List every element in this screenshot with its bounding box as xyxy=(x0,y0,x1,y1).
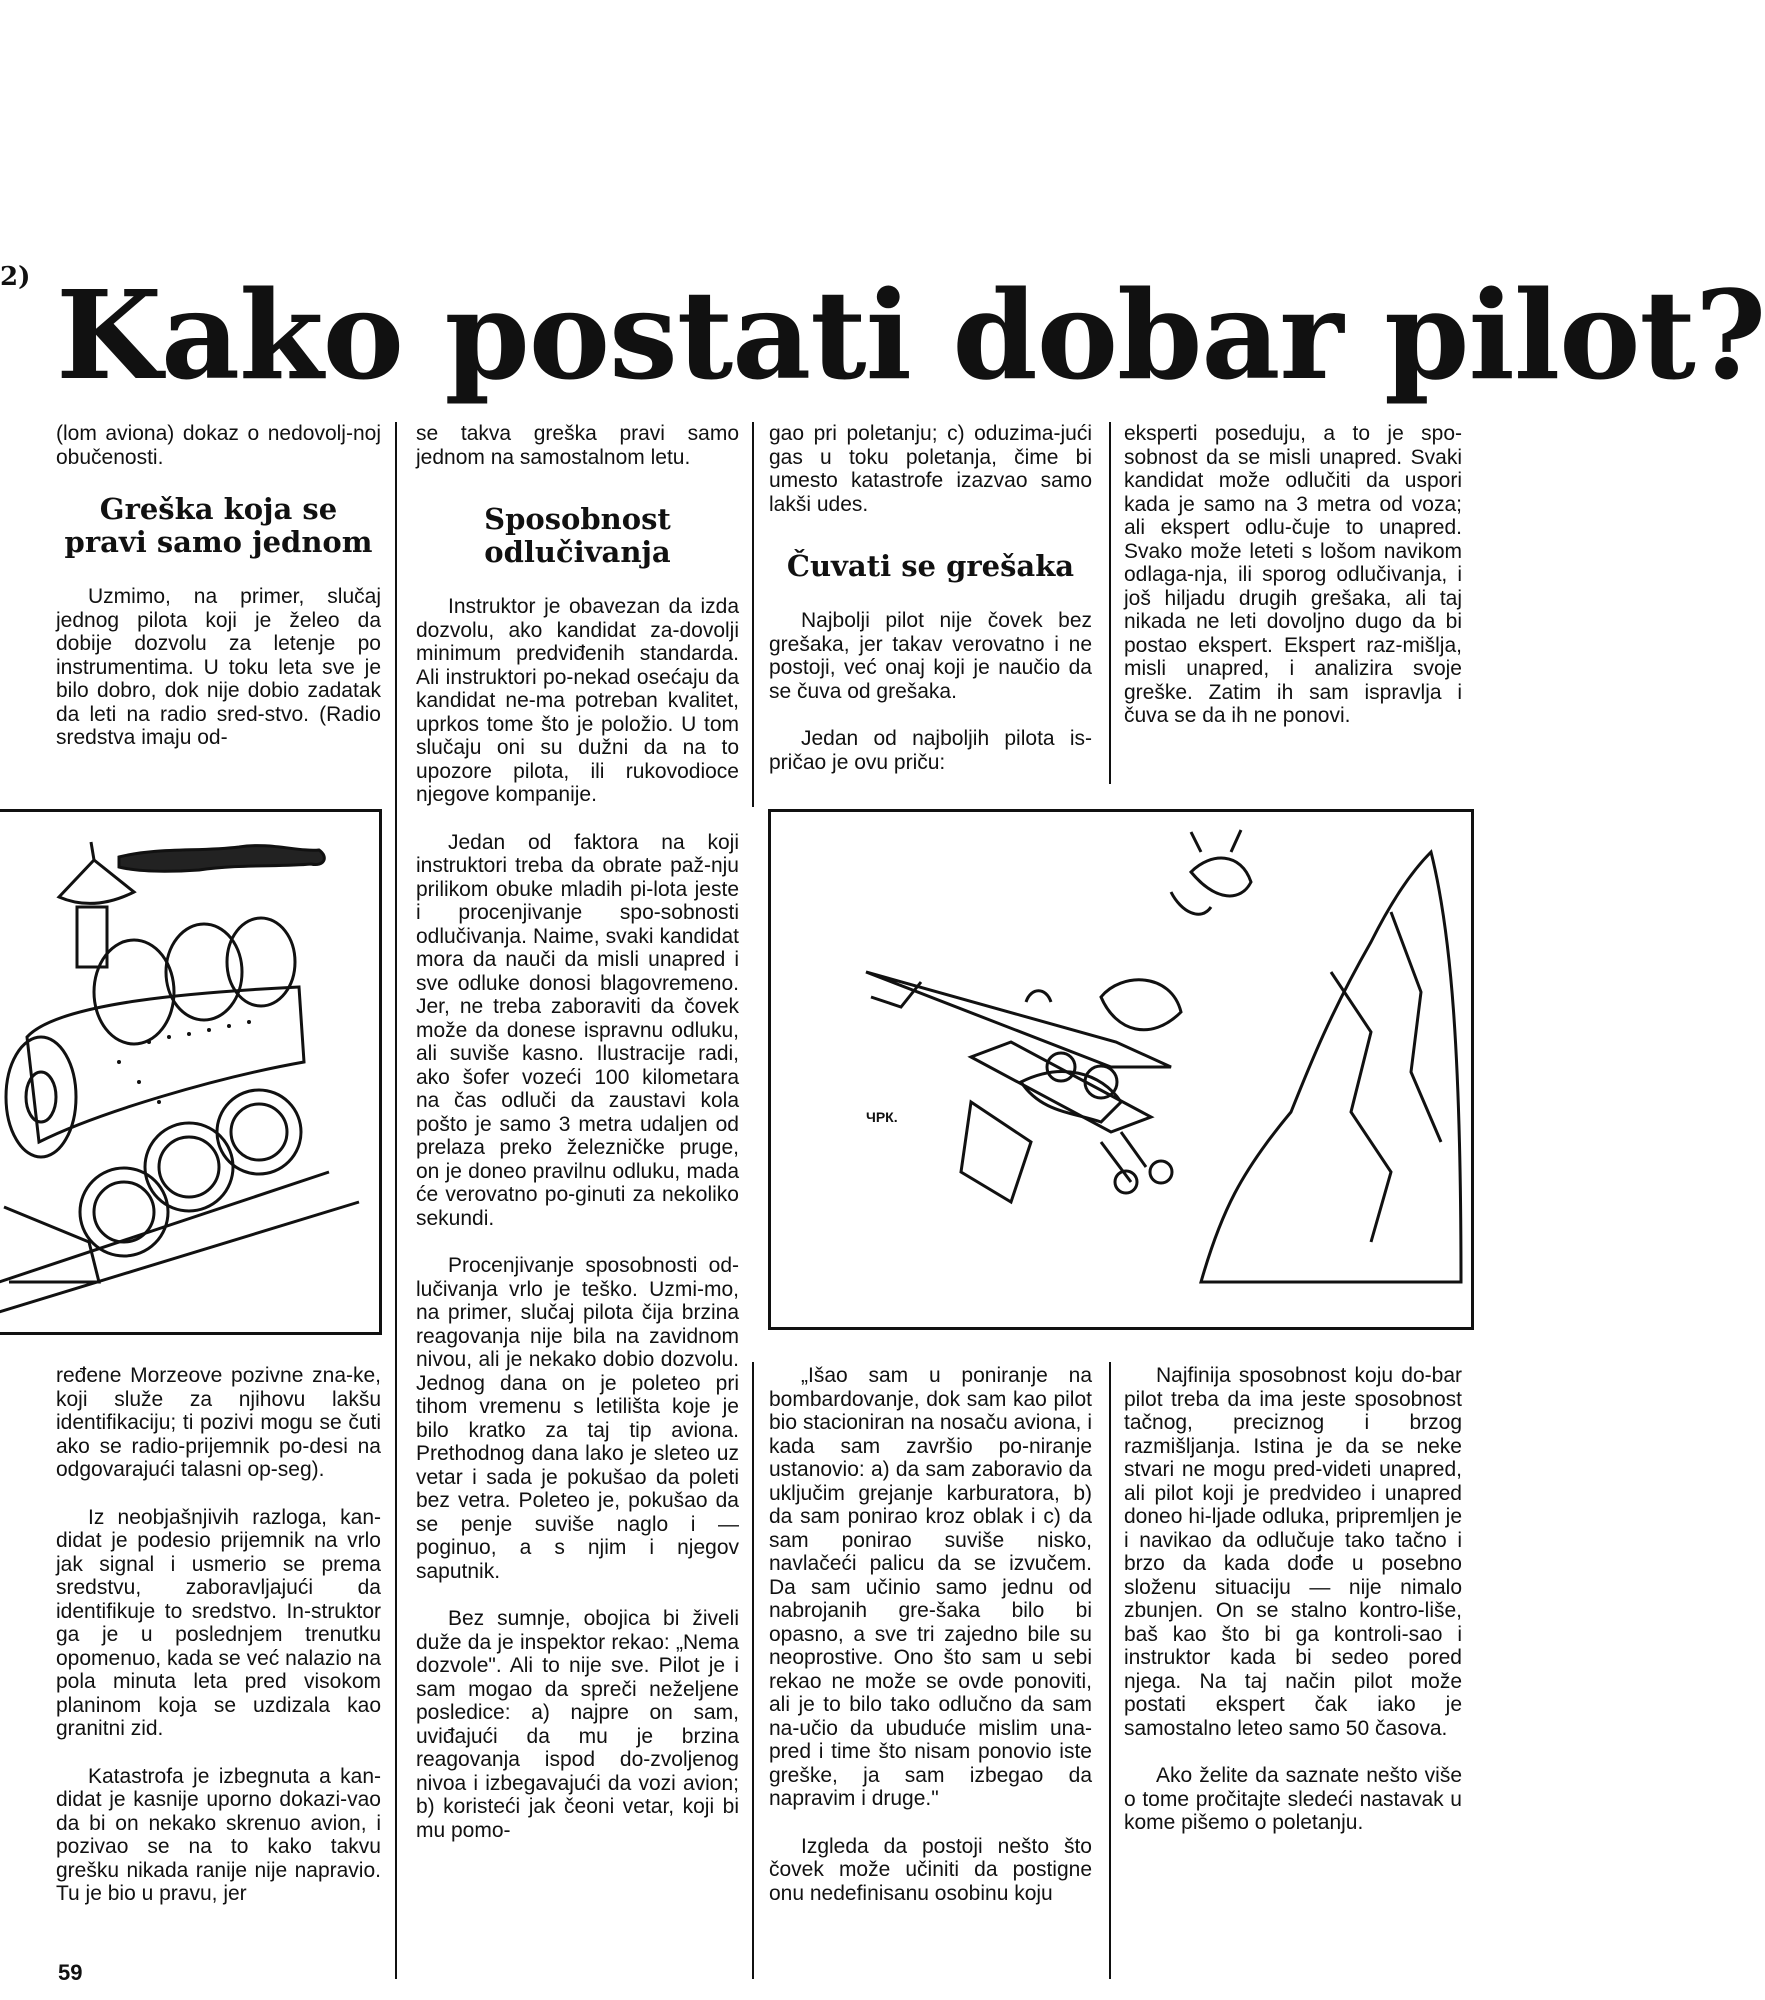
column-rule xyxy=(752,422,754,807)
paragraph: Katastrofa je izbegnuta a kan-didat je kasnije uporno dokazi-vao da bi on nekako skrenuo avion, i pozivao se na to kako takvu grešku nikada ranije nije napravio. Tu je bio u pravu, jer xyxy=(56,1764,381,1905)
subheading: Sposobnost odlučivanja xyxy=(484,502,671,569)
paragraph: Procenjivanje sposobnosti od-lučivanja vrlo je teško. Uzmi-mo, na primer, slučaj pilota čija brzina reagovanja nije bila na zavidnom nivou, ali je nekako dobio dozvolu. Jednog dana on je poleteo pri tihom vremenu s letilišta koje je bilo kratko za taj tip aviona. Prethodnog dana lako je sleteo uz vetar i sada je pokušao da poleti bez vetra. Poleteo je, pokušao da se penje suviše naglo i — poginuo, a s njim i njegov saputnik. xyxy=(416,1254,739,1583)
paragraph: (lom aviona) dokaz o nedovolj-nој obučenosti. xyxy=(56,422,381,469)
column-4-top xyxy=(1124,422,1462,752)
article-title: Kako postati dobar pilot? xyxy=(56,263,1765,407)
page-number: 59 xyxy=(58,1960,83,1985)
subheading: Greška koja se pravi samo jednom xyxy=(64,492,373,559)
paragraph: „Išao sam u poniranje na bombardovanje, dok sam kao pilot bio stacioniran na nosaču aviona, i kada sam završio po-niranje ustanovio: a) da sam zaboravio da uključim grejanje karburatora, b) da sam ponirao kroz oblak i c) da sam ponirao suviše nisko, navlačeći palicu da se izvučem. Da sam učinio samo jednu od nabrojanih gre-šaka bilo bi opasno, a sve tri zajedno bile su neoprostive. Ono što sam u sebi rekao ne može se ovde ponoviti, ali je to bilo tako odlučno da sam na-učio da ubuduće mislim una-pred i time što nisam ponovio iste greške, ja sam izbegao da napravim i druge." xyxy=(769,1364,1092,1810)
column-2 xyxy=(416,422,739,1866)
paragraph: Instruktor je obavezan da izda dozvolu, ako kandidat za-dovolji minimum predviđenih standarda. Ali instruktori po-nekad osećaju da kandidat ne-ma potreban kvalitet, uprkos tome što je položio. U tom slučaju oni su dužni da na to upozore pilota, ili rukovodioce njegove kompanije. xyxy=(416,595,739,806)
section-mark: 2) xyxy=(0,262,31,292)
column-1-bottom xyxy=(56,1364,381,1930)
paragraph: eksperti poseduju, a to je spo-sobnost da se misli unapred. Svaki kandidat može odlučiti da uspori kada je samo na 3 metra od voza; ali ekspert odlu-čuje to unapred. Svako može leteti s lošom navikom odlaga-nja, ili sporog odlučivanja, i još hiljadu drugih grešaka, ali taj nikada ne leti dovoljno dugo da bi postao ekspert. Ekspert raz-mišlja, misli unapred, i analizira svoje greške. Zatim ih sam ispravlja i čuva se da ih ne ponovi. xyxy=(1124,422,1462,727)
column-rule xyxy=(395,422,397,1979)
paragraph: Bez sumnje, obojica bi živeli duže da je inspektor rekao: „Nema dozvole". Ali to nije sve. Pilot je i sam mogao da spreči neželjene posledice: a) najpre on sam, uviđajući da mu je brzina reagovanja ispod do-zvoljenog nivoa i izbegavajući da vozi avion; b) koristeći jak čeoni vetar, koji bi mu pomo- xyxy=(416,1607,739,1842)
column-3-top xyxy=(769,422,1092,798)
column-3-bottom xyxy=(769,1364,1092,1929)
column-4-bottom xyxy=(1124,1364,1462,1859)
column-1-top xyxy=(56,422,381,774)
paragraph: Uzmimo, na primer, slučaj jednog pilota koji je želeo da dobije dozvolu za letenje po instrumentima. U toku leta sve je bilo dobro, dok nije dobio zadatak da leti na radio sred-stvo. (Radio sredstva imaju od- xyxy=(56,585,381,749)
paragraph: Izgleda da postoji nešto što čovek može učiniti da postigne onu nedefinisanu osobinu koju xyxy=(769,1834,1092,1905)
subheading: Čuvati se grešaka xyxy=(786,549,1075,583)
artist-signature: ЧРК. xyxy=(866,1109,898,1125)
column-rule xyxy=(1109,422,1111,784)
paragraph: gao pri poletanju; c) oduzima-jući gas u toku poletanja, čime bi umesto katastrofe izazvao samo lakši udes. xyxy=(769,422,1092,516)
paragraph: se takva greška pravi samo jednom na samostalnom letu. xyxy=(416,422,739,469)
plane-drawing xyxy=(771,812,1471,1327)
paragraph: Ako želite da saznate nešto više o tome pročitajte sledeći nastavak u kome pišemo o poletanju. xyxy=(1124,1764,1462,1834)
column-rule xyxy=(752,1362,754,1979)
locomotive-illustration xyxy=(0,809,382,1335)
locomotive-drawing xyxy=(0,812,379,1332)
paragraph: Najfinija sposobnost koju do-bar pilot treba da ima jeste sposobnost tačnog, preciznog i brzog razmišljanja. Istina je da se neke stvari ne mogu pred-videti unapred, ali pilot koji je predvideo i unapred doneo hi-ljade odluka, pripremljen je i navikao da odlučuje tako tačno i brzo da kada dođe u posebno složenu situaciju — nije nimalo zbunjen. On se stalno kontro-liše, baš kao što bi ga kontroli-sao i instruktor kada bi sedeo pored njega. Na taj način pilot može postati ekspert čak iako je samostalno leteo samo 50 časova. xyxy=(1124,1364,1462,1740)
paragraph: ređene Morzeove pozivne zna-ke, koji služe za njihovu lakšu identifikaciju; ti pozivi mogu se čuti ako se radio-prijemnik po-desi na odgovarajući talasni op-seg). xyxy=(56,1364,381,1481)
paragraph: Najbolji pilot nije čovek bez grešaka, jer takav verovatno i ne postoji, već onaj koji je naučio da se čuva od grešaka. xyxy=(769,609,1092,703)
column-rule xyxy=(1109,1362,1111,1979)
paragraph: Iz neobjašnjivih razloga, kan-didat je podesio prijemnik na vrlo jak signal i usmerio se prema sredstvu, zaboravljajući da identifikuje to sredstvo. In-struktor ga je u poslednjem trenutku opomenuo, kada se već nalazio na pola minuta leta pred visokom planinom koja se uzdizala kao granitni zid. xyxy=(56,1505,381,1740)
pilot-plane-illustration xyxy=(768,809,1474,1330)
paragraph: Jedan od faktora na koji instruktori treba da obrate paž-nju prilikom obuke mladih pi-lota jeste i procenjivanje spo-sobnosti odlučivanja. Naime, svaki kandidat mora da nauči da misli unapred i sve odluke donosi blagovremeno. Jer, ne treba zaboraviti da čovek može da donese ispravnu odluku, ali suviše kasno. Ilustracije radi, ako šofer vozeći 100 kilometara na čas odluči da zaustavi kola pošto je samo 3 metra udaljen od prelaza preko železničke pruge, on je doneo pravilnu odluku, mada će verovatno po-ginuti za nekoliko sekundi. xyxy=(416,830,739,1230)
paragraph: Jedan od najboljih pilota is-pričao je ovu priču: xyxy=(769,727,1092,774)
